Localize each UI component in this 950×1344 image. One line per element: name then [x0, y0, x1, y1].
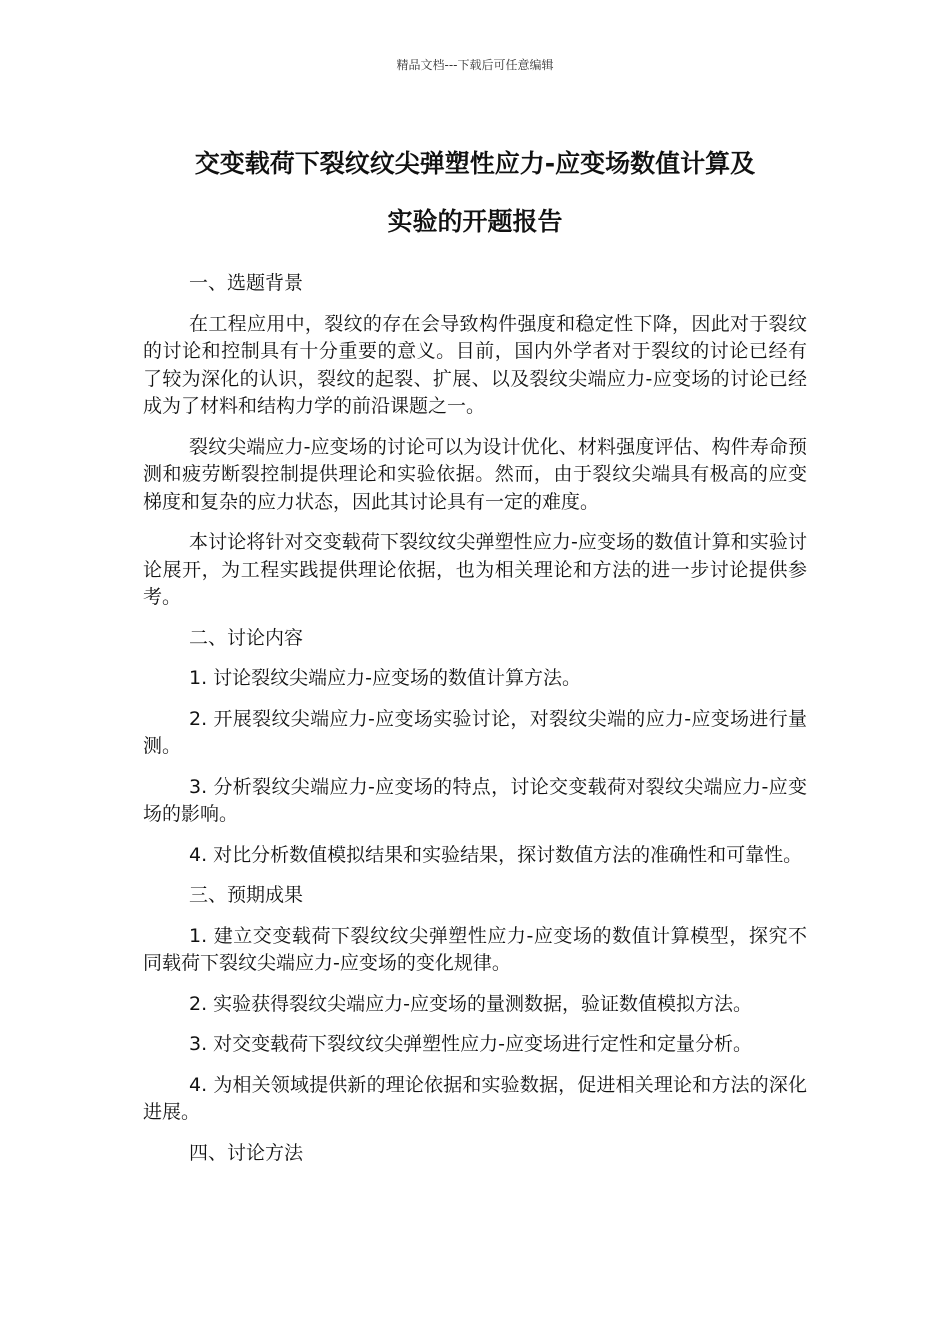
section-heading-results: 三、预期成果 [189, 884, 304, 906]
paragraph: 裂纹尖端应力-应变场的讨论可以为设计优化、材料强度评估、构件寿命预测和疲劳断裂控制提供理论和实验依据。然而，由于裂纹尖端具有极高的应变梯度和复杂的应力状态，因此其讨论具有一定的难度。 [143, 435, 807, 513]
section-heading-content: 二、讨论内容 [189, 626, 304, 649]
list-item: 2. 实验获得裂纹尖端应力-应变场的量测数据，验证数值模拟方法。 [189, 992, 753, 1015]
section-heading-methods: 四、讨论方法 [189, 1141, 304, 1164]
list-item: 3. 分析裂纹尖端应力-应变场的特点，讨论交变载荷对裂纹尖端应力-应变场的影响。 [143, 775, 807, 825]
title-line-2: 实验的开题报告 [387, 207, 563, 236]
list-item: 4. 对比分析数值模拟结果和实验结果，探讨数值方法的准确性和可靠性。 [189, 843, 803, 866]
list-item: 1. 建立交变载荷下裂纹纹尖弹塑性应力-应变场的数值计算模型，探究不同载荷下裂纹尖端应力-应变场的变化规律。 [143, 924, 807, 974]
list-item: 2. 开展裂纹尖端应力-应变场实验讨论，对裂纹尖端的应力-应变场进行量测。 [143, 707, 807, 757]
list-item: 3. 对交变载荷下裂纹纹尖弹塑性应力-应变场进行定性和定量分析。 [189, 1033, 753, 1055]
document-title [140, 135, 810, 251]
title-line-1: 交变载荷下裂纹纹尖弹塑性应力-应变场数值计算及 [194, 149, 756, 178]
page-header: 精品文档---下载后可任意编辑 [396, 58, 554, 72]
paragraph: 本讨论将针对交变载荷下裂纹纹尖弹塑性应力-应变场的数值计算和实验讨论展开，为工程实践提供理论依据，也为相关理论和方法的进一步讨论提供参考。 [143, 531, 807, 608]
section-heading-background: 一、选题背景 [189, 272, 304, 294]
paragraph: 在工程应用中，裂纹的存在会导致构件强度和稳定性下降，因此对于裂纹的讨论和控制具有十分重要的意义。目前，国内外学者对于裂纹的讨论已经有了较为深化的认识，裂纹的起裂、扩展、以及裂纹尖端应力-应变场的讨论已经成为了材料和结构力学的前沿课题之一。 [143, 312, 807, 417]
list-item: 1. 讨论裂纹尖端应力-应变场的数值计算方法。 [189, 667, 582, 689]
list-item: 4. 为相关领域提供新的理论依据和实验数据，促进相关理论和方法的深化进展。 [143, 1073, 807, 1123]
document-body [143, 270, 807, 1180]
